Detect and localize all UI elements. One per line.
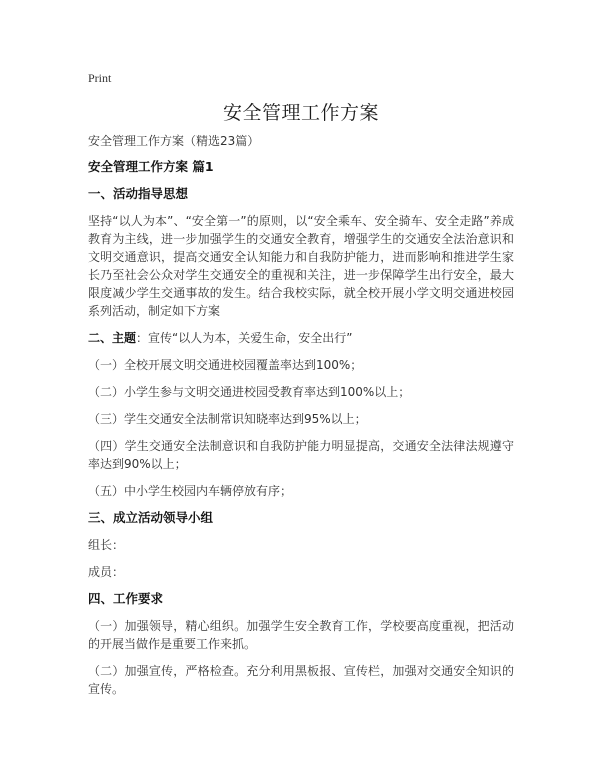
document-subtitle: 安全管理工作方案（精选23篇） xyxy=(88,134,260,148)
heading-theme: 二、主题 xyxy=(88,331,137,345)
heading-work-requirements: 四、工作要求 xyxy=(88,591,164,606)
heading-guiding-ideology: 一、活动指导思想 xyxy=(88,186,189,201)
goal-item: （二）小学生参与文明交通进校园受教育率达到100%以上； xyxy=(88,385,411,399)
paragraph-guiding-ideology: 坚持“以人为本”、“安全第一”的原则，以“安全乘车、安全骑车、安全走路”养成教育为主线，进一步加强学生的交通安全教育，增强学生的交通安全法治意识和文明交通意识，提高交通安全认知能力和自我防护能力，进而影响和推进学生家长乃至社会公众对学生交通安全的重视和关注，进一步保障学生出行安全，最大限度减少学生交通事故的发生。结合我校实际，就全校开展小学文明交通进校园系列活动，制定如下方案 xyxy=(88,214,514,318)
theme-text: ：宣传“以人为本，关爱生命，安全出行” xyxy=(136,331,353,345)
goal-item: （三）学生交通安全法制常识知晓率达到95%以上； xyxy=(88,412,367,426)
group-members-line: 成员： xyxy=(88,565,125,579)
heading-leadership-group: 三、成立活动领导小组 xyxy=(88,510,214,525)
section-title: 安全管理工作方案 篇1 xyxy=(88,159,214,174)
requirement-item: （二）加强宣传，严格检查。充分利用黑板报、宣传栏，加强对交通安全知识的宣传。 xyxy=(88,664,514,696)
goal-item: （四）学生交通安全法制意识和自我防护能力明显提高，交通安全法律法规遵守率达到90%以上； xyxy=(88,439,514,471)
goal-item: （一）全校开展文明交通进校园覆盖率达到100%； xyxy=(88,358,363,372)
goal-item: （五）中小学生校园内车辆停放有序； xyxy=(88,484,293,498)
requirement-item: （一）加强领导，精心组织。加强学生安全教育工作，学校要高度重视，把活动的开展当做作是重要工作来抓。 xyxy=(88,619,514,651)
document-page xyxy=(88,70,514,707)
print-link[interactable]: Print xyxy=(88,71,112,85)
group-leader-line: 组长： xyxy=(88,538,125,552)
paragraph-theme xyxy=(88,329,514,347)
document-title: 安全管理工作方案 xyxy=(222,102,379,124)
